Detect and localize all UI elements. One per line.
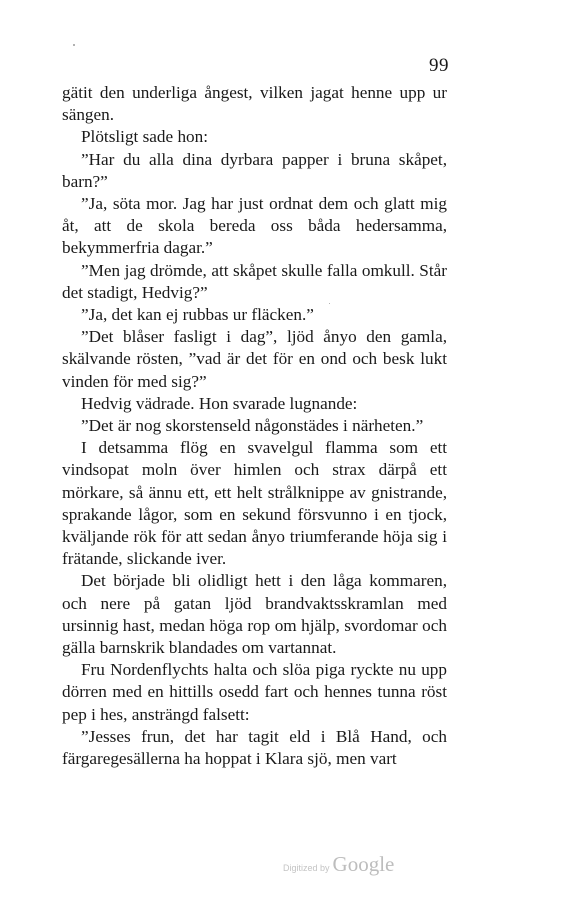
paragraph: ”Det blåser fasligt i dag”, ljöd ånyo den gamla, skälvande rösten, ”vad är det för en ond och besk lukt vinden för med sig?”: [62, 327, 447, 391]
paragraph: I detsamma flög en svavelgul flamma som ett vindsopat moln över himlen och strax därpå ett mörkare, så ännu ett, ett helt strålknippe av gnistrande, sprakande lågor, som en sekund försvunno i en tjock, kväljande rök för att sedan ånyo triumferande höja sig i frätande, slickande iver.: [62, 438, 447, 569]
paragraph: Hedvig vädrade. Hon svarade lugnande:: [81, 393, 358, 413]
paragraph: gätit den underliga ångest, vilken jagat henne upp ur sängen.: [62, 83, 447, 125]
paragraph: ”Har du alla dina dyrbara papper i bruna skåpet, barn?”: [62, 149, 447, 191]
paragraph: Det började bli olidligt hett i den låga kommaren, och nere på gatan ljöd brandvaktsskramlan med ursinnig hast, medan höga rop om hjälp, svordomar och gälla barnskrik blandades om vartannat.: [62, 571, 447, 658]
paragraph: ”Ja, söta mor. Jag har just ordnat dem och glatt mig åt, att de skola bereda oss båda hedersamma, bekymmerfria dagar.”: [62, 194, 447, 258]
watermark-prefix: Digitized by: [283, 863, 330, 873]
paragraph: Plötsligt sade hon:: [81, 127, 209, 147]
google-logo: Google: [332, 852, 395, 876]
paragraph: ”Men jag drömde, att skåpet skulle falla omkull. Står det stadigt, Hedvig?”: [62, 260, 447, 302]
paragraph: ”Jesses frun, det har tagit eld i Blå Hand, och färgaregesällerna ha hoppat i Klara sjö, men vart: [62, 726, 447, 769]
paragraph: ”Ja, det kan ej rubbas ur fläcken.”: [81, 305, 314, 325]
paragraph: ”Det är nog skorstenseld någonstädes i närheten.”: [81, 416, 424, 436]
body-text: [62, 82, 447, 770]
paragraph: Fru Nordenflychts halta och slöa piga ryckte nu upp dörren med en hittills osedd fart och hennes tunna röst pep i hes, ansträngd falsett:: [62, 660, 447, 724]
digitization-watermark: [283, 852, 394, 877]
page-number: 99: [429, 55, 449, 76]
paper-speck: [73, 44, 75, 46]
